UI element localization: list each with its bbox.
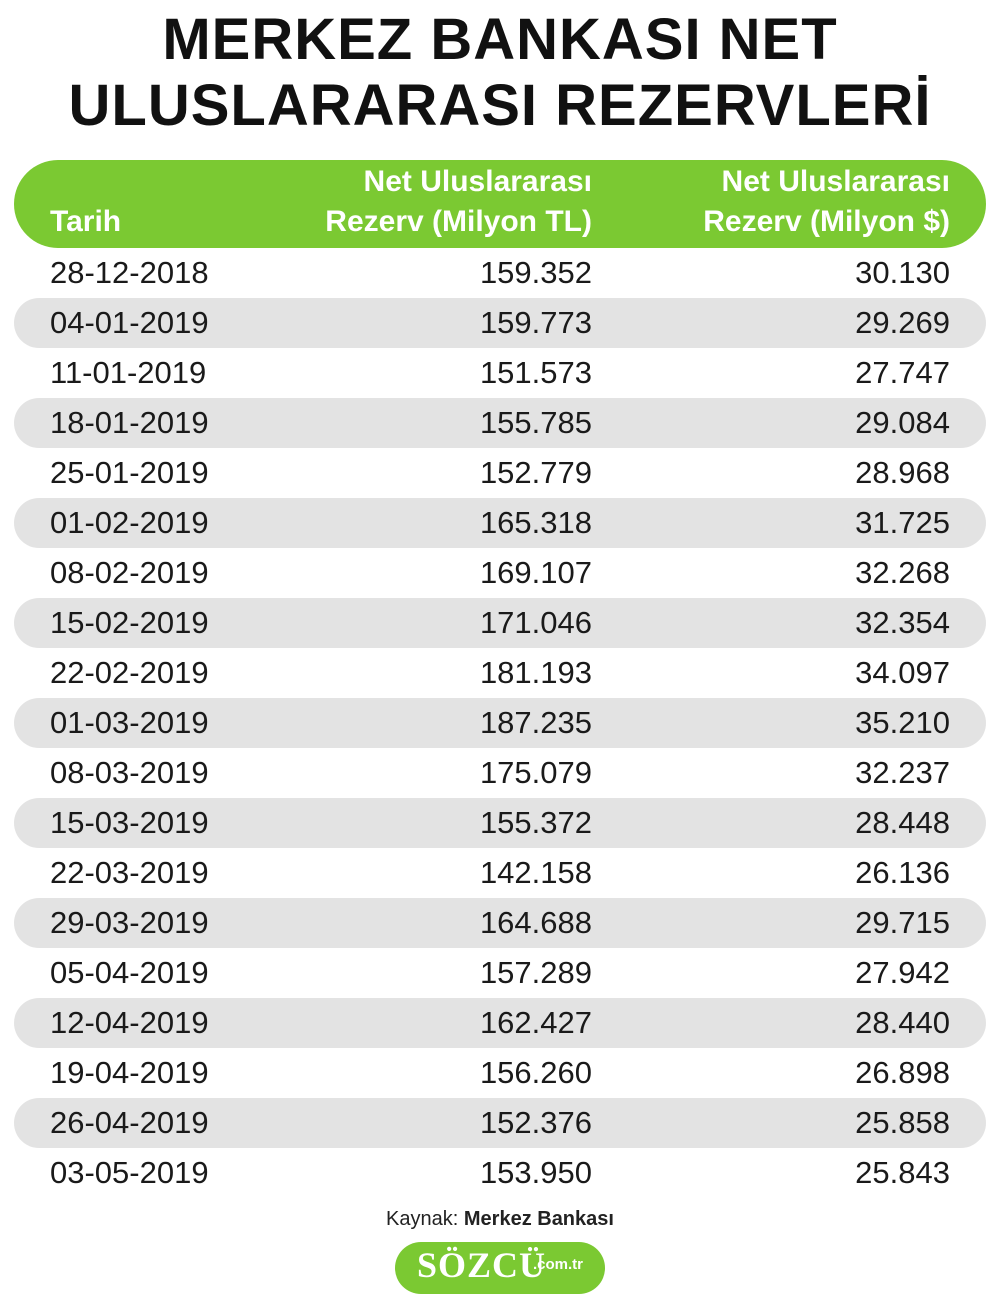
cell-usd: 25.843 [855, 1155, 950, 1190]
table-body [14, 248, 986, 1198]
cell-date: 03-05-2019 [50, 1155, 209, 1190]
source-line [0, 1208, 1000, 1231]
cell-usd: 30.130 [855, 255, 950, 290]
table-row [14, 448, 986, 498]
table-row [14, 848, 986, 898]
cell-usd: 28.440 [855, 1005, 950, 1040]
source-label: Kaynak: [386, 1208, 459, 1230]
logo-suffix-text: .com.tr [533, 1256, 584, 1273]
cell-tl: 187.235 [479, 705, 592, 740]
logo-main-text: SÖZCÜ [417, 1245, 547, 1285]
header-date: Tarih [50, 205, 122, 238]
cell-date: 22-02-2019 [50, 655, 209, 690]
cell-date: 25-01-2019 [50, 455, 209, 490]
cell-tl: 165.318 [479, 505, 592, 540]
cell-date: 04-01-2019 [50, 305, 209, 340]
cell-tl: 181.193 [479, 655, 592, 690]
cell-date: 05-04-2019 [50, 955, 209, 990]
table-row [14, 598, 986, 648]
cell-usd: 26.136 [855, 855, 950, 890]
page-title-line-2: ULUSLARARASI REZERVLERİ [68, 73, 932, 138]
table-row [14, 798, 986, 848]
cell-tl: 156.260 [479, 1055, 592, 1090]
table-row [14, 898, 986, 948]
table-row [14, 248, 986, 298]
cell-tl: 175.079 [479, 755, 592, 790]
cell-usd: 26.898 [855, 1055, 950, 1090]
table-row [14, 398, 986, 448]
cell-tl: 152.779 [479, 455, 592, 490]
reserves-table [14, 160, 986, 1198]
cell-tl: 169.107 [479, 555, 592, 590]
sozcu-logo [395, 1242, 605, 1294]
cell-usd: 27.942 [855, 955, 950, 990]
cell-tl: 159.352 [479, 255, 592, 290]
cell-usd: 32.354 [855, 605, 950, 640]
cell-tl: 153.950 [479, 1155, 592, 1190]
cell-date: 08-02-2019 [50, 555, 209, 590]
cell-tl: 159.773 [479, 305, 592, 340]
cell-tl: 171.046 [479, 605, 592, 640]
table-row [14, 948, 986, 998]
table-row [14, 298, 986, 348]
table-row [14, 698, 986, 748]
cell-usd: 25.858 [855, 1105, 950, 1140]
header-usd-line-1: Net Uluslararası [721, 165, 950, 198]
cell-date: 26-04-2019 [50, 1105, 209, 1140]
table-row [14, 1148, 986, 1198]
cell-date: 15-03-2019 [50, 805, 209, 840]
page-title-line-1: MERKEZ BANKASI NET [162, 7, 838, 72]
table-row [14, 1098, 986, 1148]
cell-date: 11-01-2019 [50, 355, 207, 390]
header-usd-line-2: Rezerv (Milyon $) [703, 205, 950, 238]
cell-tl: 155.785 [479, 405, 592, 440]
cell-date: 29-03-2019 [50, 905, 209, 940]
cell-date: 15-02-2019 [50, 605, 209, 640]
cell-usd: 32.237 [855, 755, 950, 790]
cell-date: 01-02-2019 [50, 505, 209, 540]
cell-usd: 28.968 [855, 455, 950, 490]
table-row [14, 998, 986, 1048]
cell-tl: 155.372 [479, 805, 592, 840]
table-row [14, 498, 986, 548]
cell-usd: 35.210 [855, 705, 950, 740]
table-row [14, 348, 986, 398]
cell-date: 22-03-2019 [50, 855, 209, 890]
table-row [14, 1048, 986, 1098]
source-name: Merkez Bankası [463, 1208, 614, 1230]
header-tl-line-2: Rezerv (Milyon TL) [325, 205, 592, 238]
header-tl [325, 162, 592, 242]
cell-usd: 32.268 [855, 555, 950, 590]
cell-tl: 151.573 [479, 355, 592, 390]
cell-usd: 31.725 [855, 505, 950, 540]
cell-usd: 29.715 [855, 905, 950, 940]
cell-tl: 162.427 [479, 1005, 592, 1040]
cell-date: 01-03-2019 [50, 705, 209, 740]
cell-date: 18-01-2019 [50, 405, 209, 440]
cell-usd: 28.448 [855, 805, 950, 840]
cell-tl: 152.376 [479, 1105, 592, 1140]
cell-usd: 27.747 [855, 355, 950, 390]
cell-usd: 29.084 [855, 405, 950, 440]
cell-date: 19-04-2019 [50, 1055, 209, 1090]
table-row [14, 548, 986, 598]
table-header [14, 160, 986, 248]
cell-usd: 29.269 [855, 305, 950, 340]
cell-usd: 34.097 [855, 655, 950, 690]
cell-tl: 142.158 [479, 855, 592, 890]
cell-date: 28-12-2018 [50, 255, 209, 290]
table-row [14, 648, 986, 698]
header-tl-line-1: Net Uluslararası [363, 165, 592, 198]
cell-tl: 157.289 [479, 955, 592, 990]
cell-date: 12-04-2019 [50, 1005, 209, 1040]
cell-tl: 164.688 [479, 905, 592, 940]
header-usd [703, 162, 950, 242]
cell-date: 08-03-2019 [50, 755, 209, 790]
table-row [14, 748, 986, 798]
